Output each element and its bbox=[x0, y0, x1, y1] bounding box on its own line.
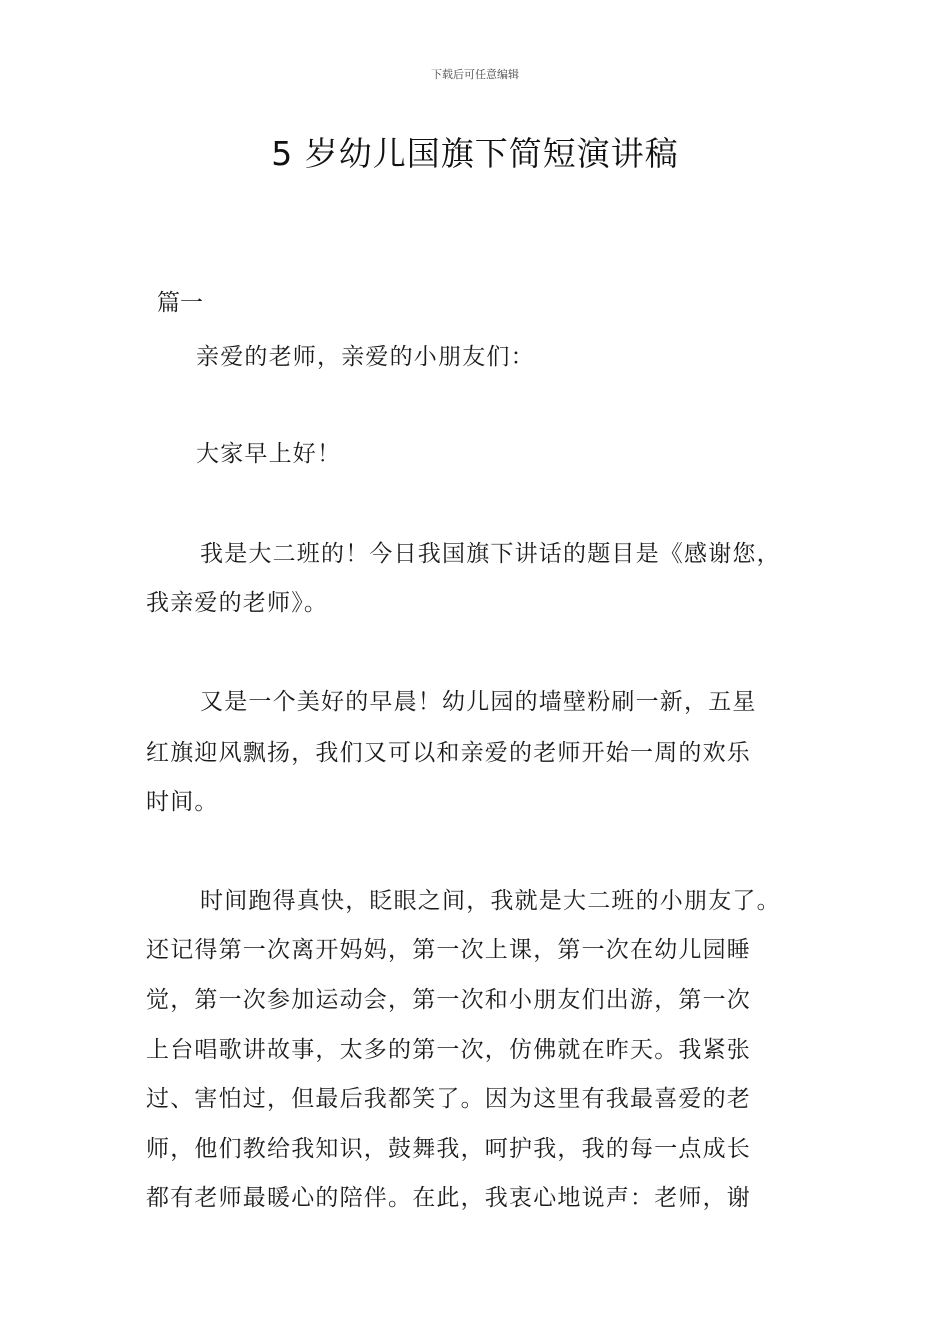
paragraph-5-line-3: 觉，第一次参加运动会，第一次和小朋友们出游，第一次 bbox=[146, 987, 751, 1013]
paragraph-5-line-5: 过、害怕过，但最后我都笑了。因为这里有我最喜爱的老 bbox=[146, 1086, 751, 1112]
paragraph-5-line-7: 都有老师最暖心的陪伴。在此，我衷心地说声：老师，谢 bbox=[146, 1185, 751, 1211]
paragraph-1-line-1: 亲爱的老师，亲爱的小朋友们： bbox=[196, 344, 535, 370]
header-note: 下载后可任意编辑 bbox=[431, 68, 519, 81]
paragraph-3-line-1: 我是大二班的！今日我国旗下讲话的题目是《感谢您， bbox=[200, 541, 781, 567]
paragraph-3-line-2: 我亲爱的老师》。 bbox=[146, 590, 329, 616]
paragraph-4-line-3: 时间。 bbox=[146, 789, 219, 815]
paragraph-5-line-6: 师，他们教给我知识，鼓舞我，呵护我，我的每一点成长 bbox=[146, 1136, 751, 1162]
paragraph-5-line-1: 时间跑得真快，眨眼之间，我就是大二班的小朋友了。 bbox=[200, 888, 781, 914]
paragraph-4-line-2: 红旗迎风飘扬，我们又可以和亲爱的老师开始一周的欢乐 bbox=[146, 740, 751, 766]
paragraph-2-line-1: 大家早上好！ bbox=[196, 441, 342, 467]
paragraph-5-line-2: 还记得第一次离开妈妈，第一次上课，第一次在幼儿园睡 bbox=[146, 937, 751, 963]
document-title: 5 岁幼儿国旗下简短演讲稿 bbox=[271, 134, 679, 173]
section-label: 篇一 bbox=[157, 290, 203, 316]
paragraph-4-line-1: 又是一个美好的早晨！幼儿园的墙壁粉刷一新，五星 bbox=[200, 689, 757, 715]
paragraph-5-line-4: 上台唱歌讲故事，太多的第一次，仿佛就在昨天。我紧张 bbox=[146, 1037, 751, 1063]
